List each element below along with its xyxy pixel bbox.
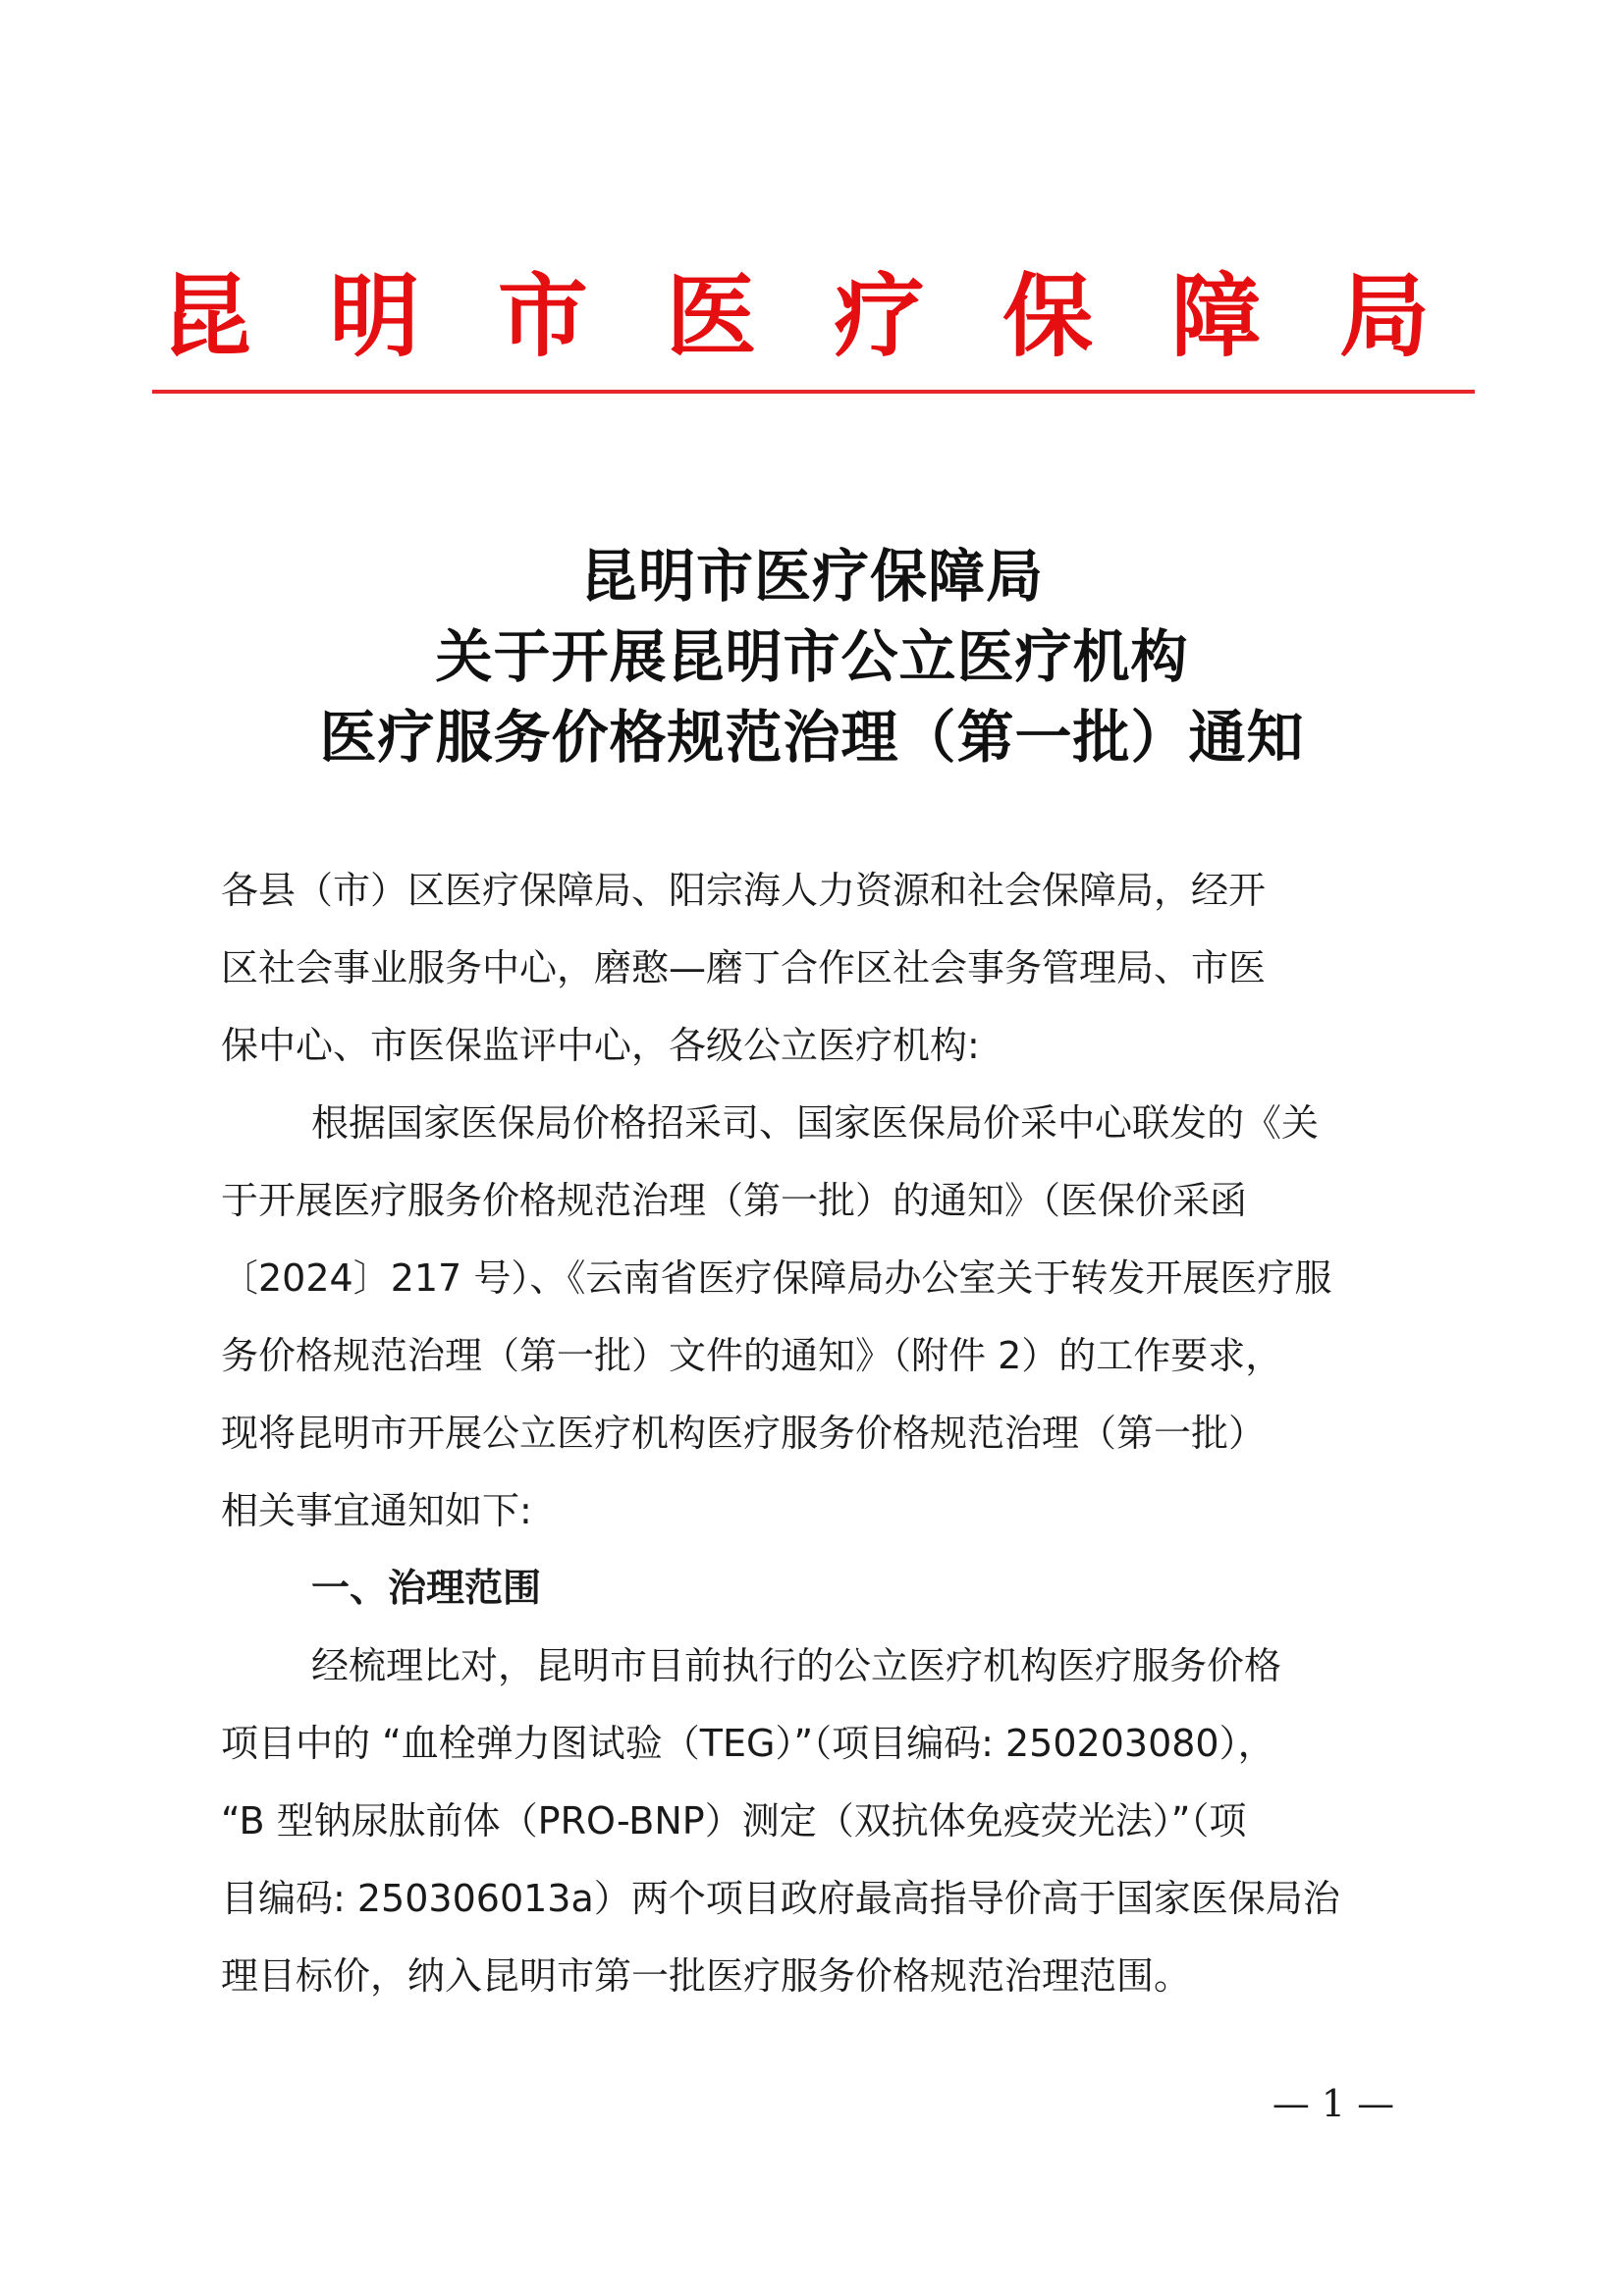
- section-heading: 一、治理范围: [311, 1567, 542, 1611]
- masthead-divider: [152, 390, 1475, 394]
- addressee-line: 区社会事业服务中心，磨憨—磨丁合作区社会事务管理局、市医: [221, 946, 1267, 989]
- masthead-red-header: [152, 263, 1438, 371]
- paragraph-line: 现将昆明市开展公立医疗机构医疗服务价格规范治理（第一批）: [221, 1412, 1267, 1455]
- masthead-char: 局: [1338, 264, 1430, 369]
- masthead-char: 障: [1170, 264, 1262, 369]
- paragraph-line: 根据国家医保局价格招采司、国家医保局价采中心联发的《关: [311, 1101, 1320, 1145]
- paragraph-line: 相关事宜通知如下:: [221, 1489, 532, 1532]
- title-line-1: 昆明市医疗保障局: [579, 543, 1044, 610]
- masthead-char: 市: [497, 264, 588, 369]
- masthead-char: 明: [329, 264, 420, 369]
- masthead-char: 昆: [160, 264, 251, 369]
- paragraph-line: 目编码: 250306013a）两个项目政府最高指导价高于国家医保局治: [221, 1877, 1340, 1920]
- paragraph-line: 务价格规范治理（第一批）文件的通知》（附件 2）的工作要求，: [221, 1334, 1283, 1377]
- paragraph-line: 于开展医疗服务价格规范治理（第一批）的通知》（医保价采函: [221, 1179, 1248, 1222]
- title-line-3: 医疗服务价格规范治理（第一批）通知: [319, 704, 1305, 771]
- addressee-line: 各县（市）区医疗保障局、阳宗海人力资源和社会保障局，经开: [221, 869, 1267, 912]
- addressee-line: 保中心、市医保监评中心，各级公立医疗机构:: [221, 1024, 980, 1067]
- paragraph-line: 项目中的 “血栓弹力图试验（TEG）”（项目编码: 250203080），: [221, 1722, 1275, 1765]
- document-body: [221, 852, 1438, 2015]
- paragraph-line: 理目标价，纳入昆明市第一批医疗服务价格规范治理范围。: [221, 1954, 1192, 1998]
- page-number: — 1 —: [1272, 2082, 1395, 2125]
- title-line-2: 关于开展昆明市公立医疗机构: [435, 623, 1189, 690]
- masthead-char: 医: [666, 264, 757, 369]
- masthead-char: 疗: [834, 264, 925, 369]
- document-title: [0, 536, 1624, 777]
- masthead-char: 保: [1002, 264, 1094, 369]
- paragraph-line: 〔2024〕217 号）、《云南省医疗保障局办公室关于转发开展医疗服: [221, 1256, 1332, 1300]
- paragraph-line: “B 型钠尿肽前体（PRO-BNP）测定（双抗体免疫荧光法）”（项: [221, 1799, 1247, 1842]
- paragraph-line: 经梳理比对，昆明市目前执行的公立医疗机构医疗服务价格: [311, 1644, 1282, 1687]
